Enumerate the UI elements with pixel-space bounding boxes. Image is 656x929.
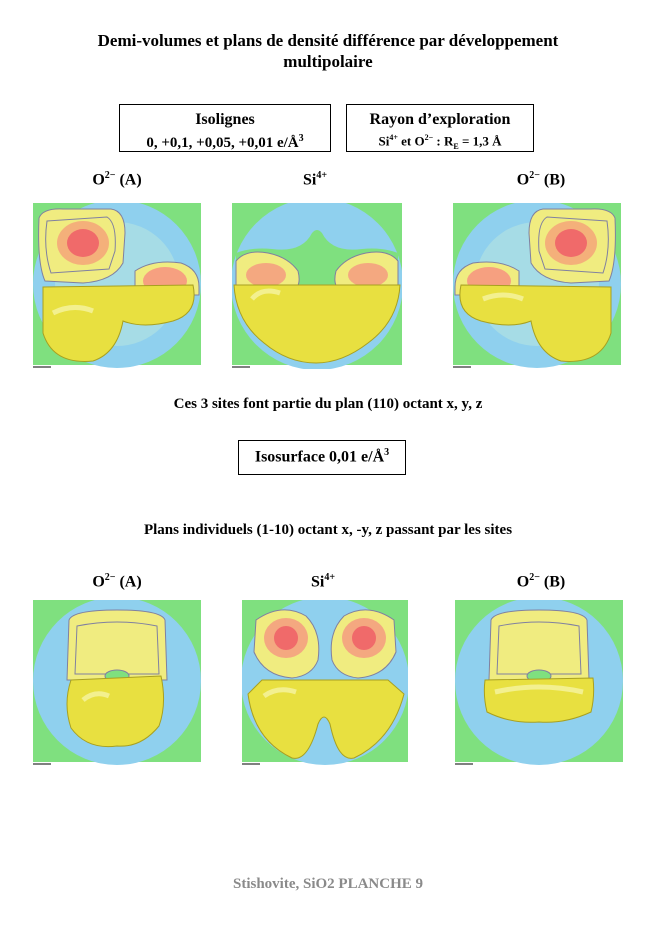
caption-plane-110: Ces 3 sites font partie du plan (110) octant x, y, z: [173, 396, 483, 412]
density-plot-si-1-10: [242, 600, 408, 766]
radius-value: = 1,3 Å: [458, 133, 502, 149]
density-plot-oa-1-10: [33, 600, 201, 766]
isosurface-box: [238, 440, 406, 475]
row1-label-ob: $O^{2-}$ (B): [516, 170, 566, 189]
title-line-1: Demi-volumes et plans de densité différence par développement: [97, 31, 559, 50]
radius-si-exp: 4+: [389, 133, 398, 142]
row2-label-si: $Si^{4+}$: [310, 572, 336, 591]
title-line-2: multipolaire: [283, 52, 373, 71]
radius-r-sub: E: [453, 141, 459, 151]
isosurface-exp: 3: [384, 447, 390, 458]
density-plot-oa-110: [33, 203, 201, 369]
radius-o-exp: 2−: [424, 133, 434, 142]
radius-heading: Rayon d’exploration: [369, 111, 511, 128]
radius-si: Si: [378, 133, 390, 149]
page-title: [0, 30, 656, 72]
footer-plate: Stishovite, SiO2 PLANCHE 9: [232, 876, 424, 892]
row1-label-oa: $O^{2-}$ (A): [92, 170, 142, 189]
row1-label-si: $Si^{4+}$: [302, 170, 328, 189]
density-plot-si-110: [232, 203, 402, 369]
isolines-values: 0, +0,1, +0,05, +0,01 e/Å: [146, 135, 299, 151]
radius-o: et O: [397, 133, 425, 149]
row2-label-oa: $O^{2-}$ (A): [92, 572, 142, 591]
density-plot-ob-110: [453, 203, 621, 369]
radius-r: : R: [433, 133, 454, 149]
isosurface-text: Isosurface 0,01 e/Å: [254, 448, 385, 466]
row2-label-ob: $O^{2-}$ (B): [516, 572, 566, 591]
density-plot-ob-1-10: [455, 600, 623, 766]
caption-plane-1-10: Plans individuels (1-10) octant x, -y, z passant par les sites: [143, 522, 513, 538]
radius-box: [346, 104, 534, 152]
isolines-heading: Isolignes: [195, 111, 255, 128]
isolines-exp: 3: [298, 133, 304, 144]
isolines-box: [119, 104, 331, 152]
